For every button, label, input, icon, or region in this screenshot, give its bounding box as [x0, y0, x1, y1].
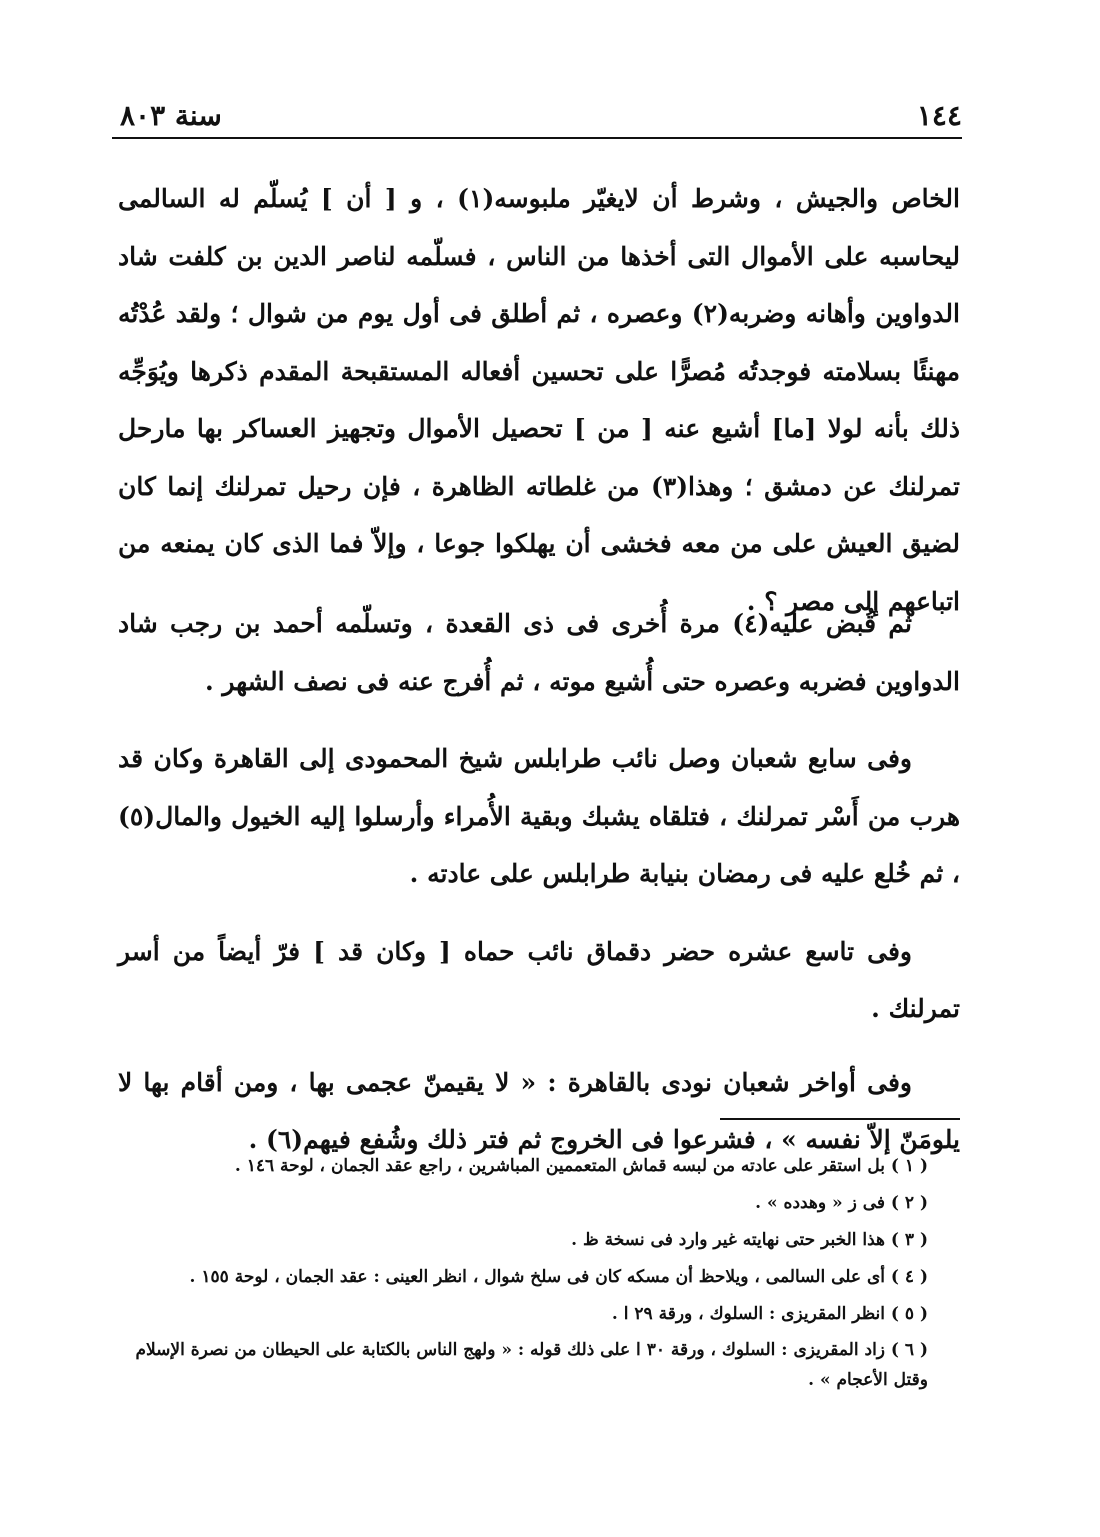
footnotes	[118, 1148, 928, 1395]
page-number: ١٤٤	[916, 99, 962, 132]
footnote-5: ( ٥ ) انظر المقريزى : السلوك ، ورقة ٢٩ ا .	[611, 1304, 928, 1324]
paragraph-1: الخاص والجيش ، وشرط أن لايغيّر ملبوسه(١) ، و [ أن ] يُسلّم له السالمى ليحاسبه على الأموال التى أخذها من الناس ، فسلّمه لناصر الدين بن كلفت شاد الدواوين وأهانه وضربه(٢) وعصره ، ثم أطلق فى أول يوم من شوال ؛ ولقد عُدْتُه مهنئًا بسلامته فوجدتُه مُصرًّا على تحسين أفعاله المستقبحة المقدم ذكرها ويُوَجِّه ذلك بأنه لولا [ما] أشيع عنه [ من ] تحصيل الأموال وتجهيز العساكر بها مارحل تمرلنك عن دمشق ؛ وهذا(٣) من غلطاته الظاهرة ، فإن رحيل تمرلنك إنما كان لضيق العيش على من معه فخشى أن يهلكوا جوعا ، وإلاّ فما الذى كان يمنعه من اتباعهم إلى مصر ؟ .	[118, 184, 960, 616]
footnote-2: ( ٢ ) فى ز « وهدده » .	[755, 1193, 928, 1213]
header-rule	[112, 137, 962, 139]
footnote-6: ( ٦ ) زاد المقريزى : السلوك ، ورقة ٣٠ ا على ذلك قوله : « ولهج الناس بالكتابة على الحيطان من نصرة الإسلام وقتل الأعجام » .	[135, 1340, 928, 1390]
footnote-4: ( ٤ ) أى على السالمى ، ويلاحظ أن مسكه كان فى سلخ شوال ، انظر العينى : عقد الجمان ، لوحة ١٥٥ .	[189, 1267, 928, 1287]
main-text	[118, 170, 960, 1169]
paragraph-5: وفى أواخر شعبان نودى بالقاهرة : « لا يقيمنّ عجمى بها ، ومن أقام بها لا يلومَنّ إلاّ نفسه » ، فشرعوا فى الخروج ثم فتر ذلك وشُفع فيهم(٦) .	[118, 1067, 960, 1154]
page-header	[120, 92, 962, 132]
paragraph-2: ثم قُبض عليه(٤) مرة أُخرى فى ذى القعدة ، وتسلّمه أحمد بن رجب شاد الدواوين فضربه وعصره حتى أُشيع موته ، ثم أُفرج عنه فى نصف الشهر .	[118, 609, 960, 696]
paragraph-3: وفى سابع شعبان وصل نائب طرابلس شيخ المحمودى إلى القاهرة وكان قد هرب من أَسْر تمرلنك ، فتلقاه يشبك وبقية الأُمراء وأرسلوا إليه الخيول والمال(٥) ، ثم خُلع عليه فى رمضان بنيابة طرابلس على عادته .	[118, 744, 960, 888]
footnote-1: ( ١ ) بل استقر على عادته من لبسه قماش المتعممين المباشرين ، راجع عقد الجمان ، لوحة ١٤٦ .	[234, 1156, 928, 1176]
paragraph-4: وفى تاسع عشره حضر دقماق نائب حماه [ وكان قد ] فرّ أيضاً من أسر تمرلنك .	[118, 936, 960, 1023]
footnote-rule	[720, 1118, 960, 1120]
footnote-3: ( ٣ ) هذا الخبر حتى نهايته غير وارد فى نسخة ظ .	[571, 1230, 928, 1250]
running-title: سنة ٨٠٣	[120, 99, 222, 132]
